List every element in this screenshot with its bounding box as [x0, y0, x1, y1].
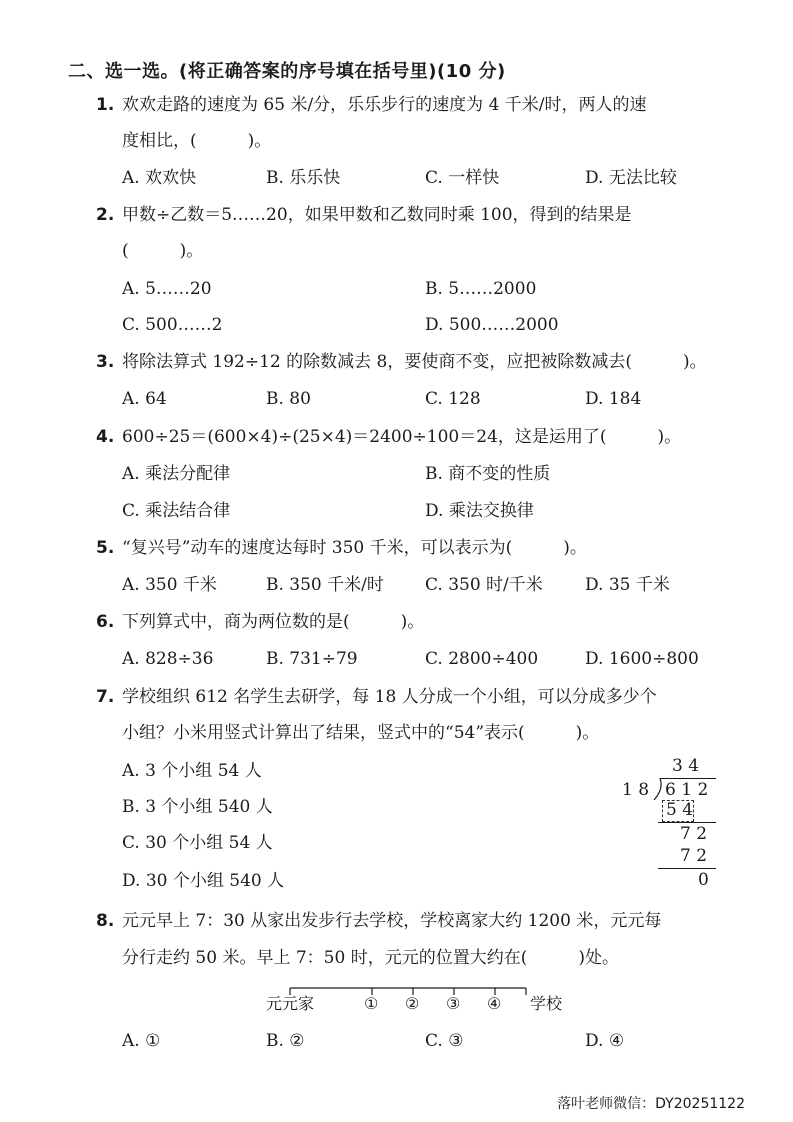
option-b: B. 商不变的性质: [425, 464, 551, 484]
question-text: 学校组织 612 名学生去研学，每 18 人分成一个小组，可以分成多少个: [122, 687, 657, 707]
question-text: 下列算式中，商为两位数的是( )。: [122, 612, 425, 632]
question-number: 1.: [96, 95, 115, 115]
ld-step3: 7 2: [680, 846, 708, 866]
option-d: D. 500……2000: [425, 315, 559, 335]
option-d: D. 无法比较: [585, 168, 677, 188]
option-d: D. 乘法交换律: [425, 501, 534, 521]
option-d: D. ④: [585, 1031, 625, 1051]
option-b: B. 5……2000: [425, 279, 537, 299]
question-text: “复兴号”动车的速度达每时 350 千米，可以表示为( )。: [122, 538, 587, 558]
ld-quotient: 3 4: [672, 756, 700, 776]
question-number: 3.: [96, 352, 115, 372]
option-c: C. 128: [425, 389, 481, 409]
option-d: D. 1600÷800: [585, 649, 699, 669]
option-d: D. 184: [585, 389, 642, 409]
question-text: 分行走约 50 米。早上 7：50 时，元元的位置大约在( )处。: [122, 948, 619, 968]
question-text: 欢欢走路的速度为 65 米/分，乐乐步行的速度为 4 千米/时，两人的速: [122, 95, 647, 115]
option-d: D. 35 千米: [585, 575, 670, 595]
question-number: 6.: [96, 612, 115, 632]
question-text: 甲数÷乙数＝5……20，如果甲数和乙数同时乘 100，得到的结果是: [122, 205, 632, 225]
number-line-mark-2: ②: [405, 994, 420, 1013]
option-a: A. 3 个小组 54 人: [122, 761, 262, 781]
number-line-start-label: 元元家: [266, 994, 315, 1013]
option-b: B. 80: [266, 389, 311, 409]
question-text: 度相比，( )。: [122, 131, 272, 151]
option-c: C. ③: [425, 1031, 464, 1051]
option-a: A. 828÷36: [122, 649, 214, 669]
ld-top-bar: [660, 778, 716, 779]
question-number: 7.: [96, 687, 115, 707]
ld-bracket: [652, 778, 664, 800]
option-a: A. 5……20: [122, 279, 212, 299]
question-text: 将除法算式 192÷12 的除数减去 8，要使商不变，应把被除数减去( )。: [122, 352, 707, 372]
option-c: C. 一样快: [425, 168, 500, 188]
question-number: 8.: [96, 911, 115, 931]
option-c: C. 2800÷400: [425, 649, 539, 669]
option-c: C. 乘法结合律: [122, 501, 231, 521]
ld-dividend: 6 1 2: [665, 780, 709, 800]
option-d: D. 30 个小组 540 人: [122, 871, 285, 891]
option-a: A. 欢欢快: [122, 168, 197, 188]
number-line-mark-4: ④: [487, 994, 502, 1013]
question-text: 600÷25＝(600×4)÷(25×4)＝2400÷100＝24，这是运用了( )。: [122, 427, 682, 447]
option-c: C. 350 时/千米: [425, 575, 543, 595]
footer-watermark: 落叶老师微信：DY20251122: [557, 1096, 745, 1112]
number-line-end-label: 学校: [530, 994, 563, 1013]
ld-divisor: 1 8: [622, 780, 650, 800]
ld-step2: 7 2: [680, 824, 708, 844]
option-b: B. ②: [266, 1031, 305, 1051]
number-line-mark-3: ③: [446, 994, 461, 1013]
option-a: A. 乘法分配律: [122, 464, 231, 484]
option-c: C. 500……2: [122, 315, 223, 335]
option-b: B. 350 千米/时: [266, 575, 384, 595]
ld-line-2: [658, 868, 716, 869]
ld-remainder: 0: [698, 870, 709, 890]
question-text: 小组？小米用竖式计算出了结果，竖式中的“54”表示( )。: [122, 723, 600, 743]
question-text: ( )。: [122, 241, 204, 261]
question-number: 5.: [96, 538, 115, 558]
option-c: C. 30 个小组 54 人: [122, 833, 273, 853]
option-a: A. ①: [122, 1031, 161, 1051]
question-text: 元元早上 7：30 从家出发步行去学校，学校离家大约 1200 米，元元每: [122, 911, 662, 931]
section-title: 二、选一选。(将正确答案的序号填在括号里)(10 分): [68, 61, 506, 82]
question-number: 2.: [96, 205, 115, 225]
ld-line-1: [658, 822, 716, 823]
question-number: 4.: [96, 427, 115, 447]
option-b: B. 乐乐快: [266, 168, 341, 188]
option-a: A. 350 千米: [122, 575, 217, 595]
option-b: B. 731÷79: [266, 649, 358, 669]
number-line-mark-1: ①: [364, 994, 379, 1013]
ld-step1: 5 4: [666, 800, 694, 820]
option-a: A. 64: [122, 389, 167, 409]
option-b: B. 3 个小组 540 人: [122, 797, 273, 817]
